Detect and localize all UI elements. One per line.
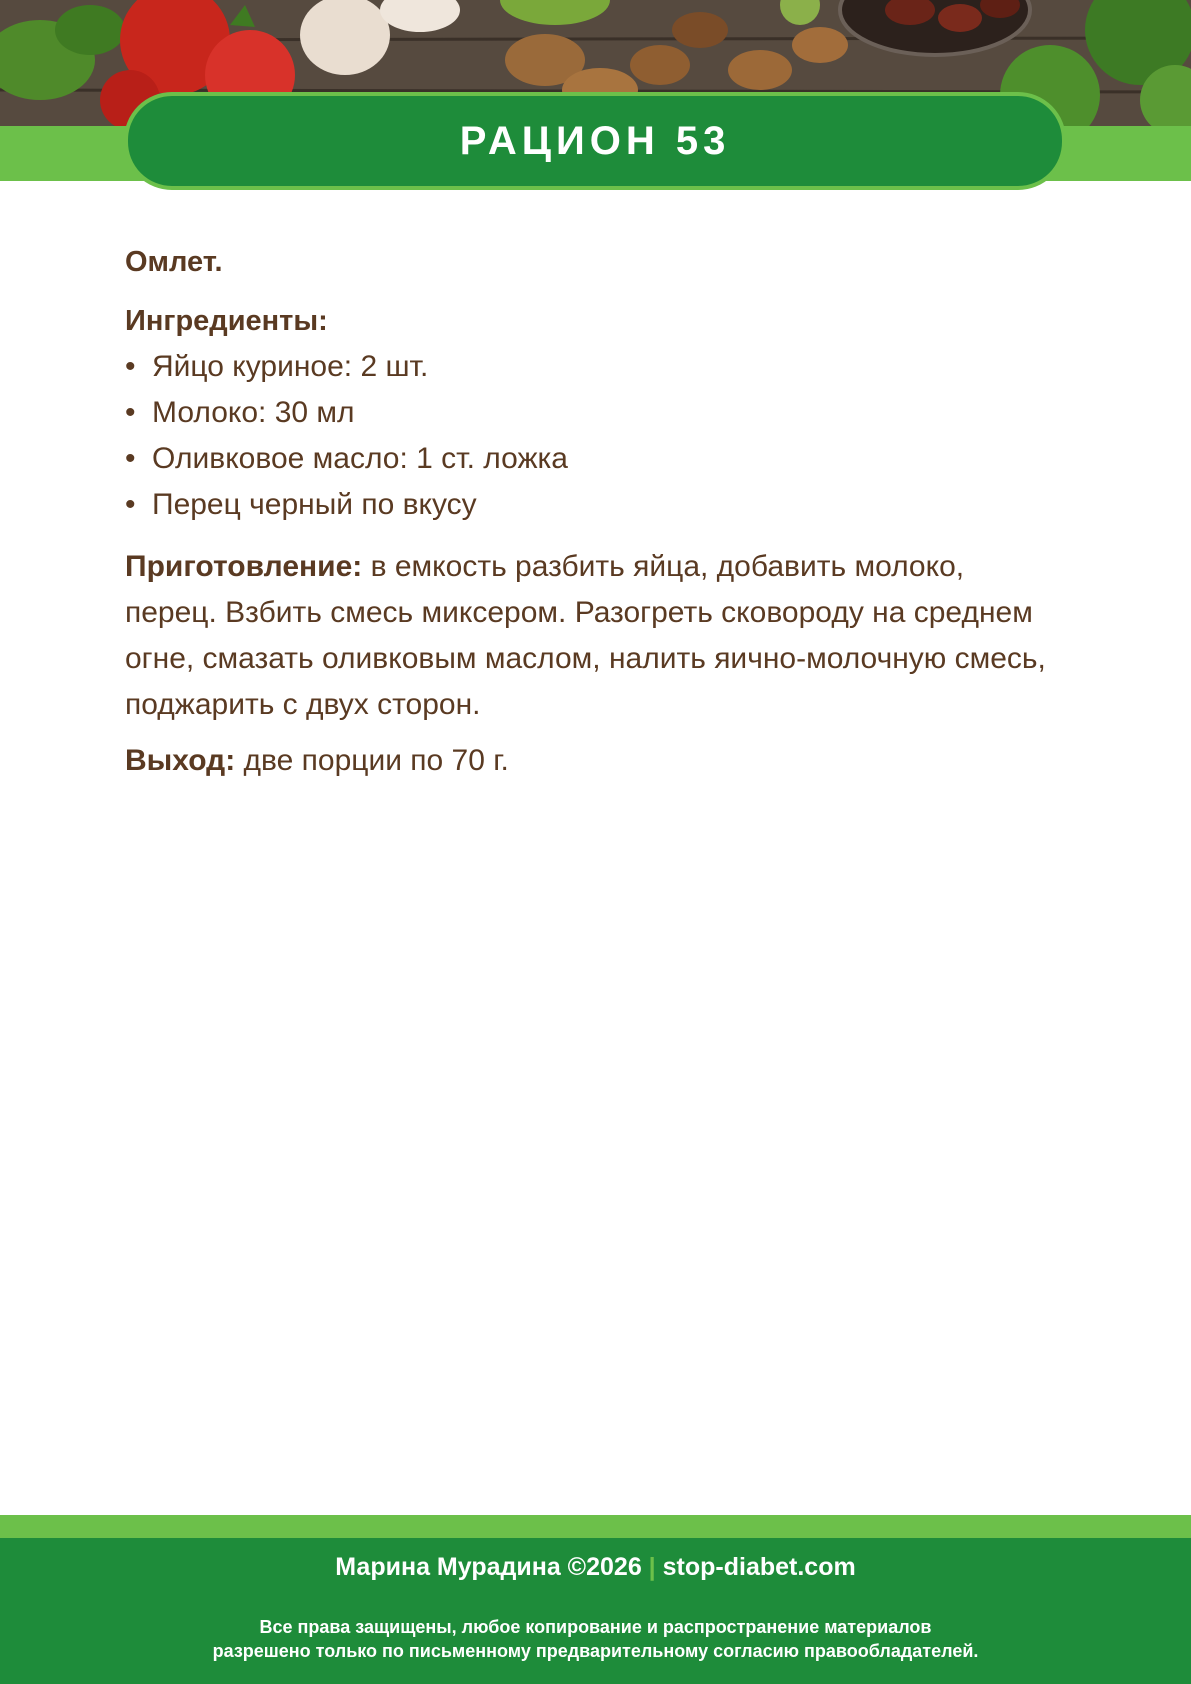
ingredient-text: Перец черный по вкусу [152,488,477,521]
list-item [125,344,1055,390]
title-banner [124,92,1066,190]
preparation-paragraph [125,544,1055,728]
yield-text: две порции по 70 г. [235,744,509,777]
dish-title: Омлет. [125,246,223,278]
footer-green-band [0,1515,1191,1538]
ingredients-list [125,344,1055,528]
preparation-text: в емкость разбить яйца, добавить молоко, перец. Взбить смесь миксером. Разогреть сковороду на среднем огне, смазать оливковым маслом, налить яично-молочную смесь, поджарить с двух сторон. [125,550,1046,721]
footer-rights-line: разрешено только по письменному предварительному согласию правообладателей. [212,1641,979,1661]
footer-separator: | [648,1553,656,1581]
recipe-content [125,246,1055,794]
footer-site-link[interactable]: stop-diabet.com [662,1553,856,1581]
ingredient-text: Яйцо куриное: 2 шт. [152,350,429,383]
bullet-icon: • [125,488,136,521]
bullet-icon: • [125,350,136,383]
ingredient-text: Молоко: 30 мл [152,396,355,429]
footer-rights-line: Все права защищены, любое копирование и распространение материалов [259,1617,932,1637]
preparation-label: Приготовление: [125,550,363,583]
bullet-icon: • [125,442,136,475]
yield-paragraph [125,738,1055,784]
list-item [125,390,1055,436]
bullet-icon: • [125,396,136,429]
list-item [125,482,1055,528]
page-title: РАЦИОН 53 [459,118,731,163]
ingredient-text: Оливковое масло: 1 ст. ложка [152,442,568,475]
footer-author: Марина Мурадина ©2026 [335,1553,642,1581]
list-item [125,436,1055,482]
ingredients-heading: Ингредиенты: [125,305,328,337]
footer-rights-notice [0,1615,1191,1663]
footer-credits [0,1553,1191,1582]
yield-label: Выход: [125,744,236,777]
footer [0,1538,1191,1684]
